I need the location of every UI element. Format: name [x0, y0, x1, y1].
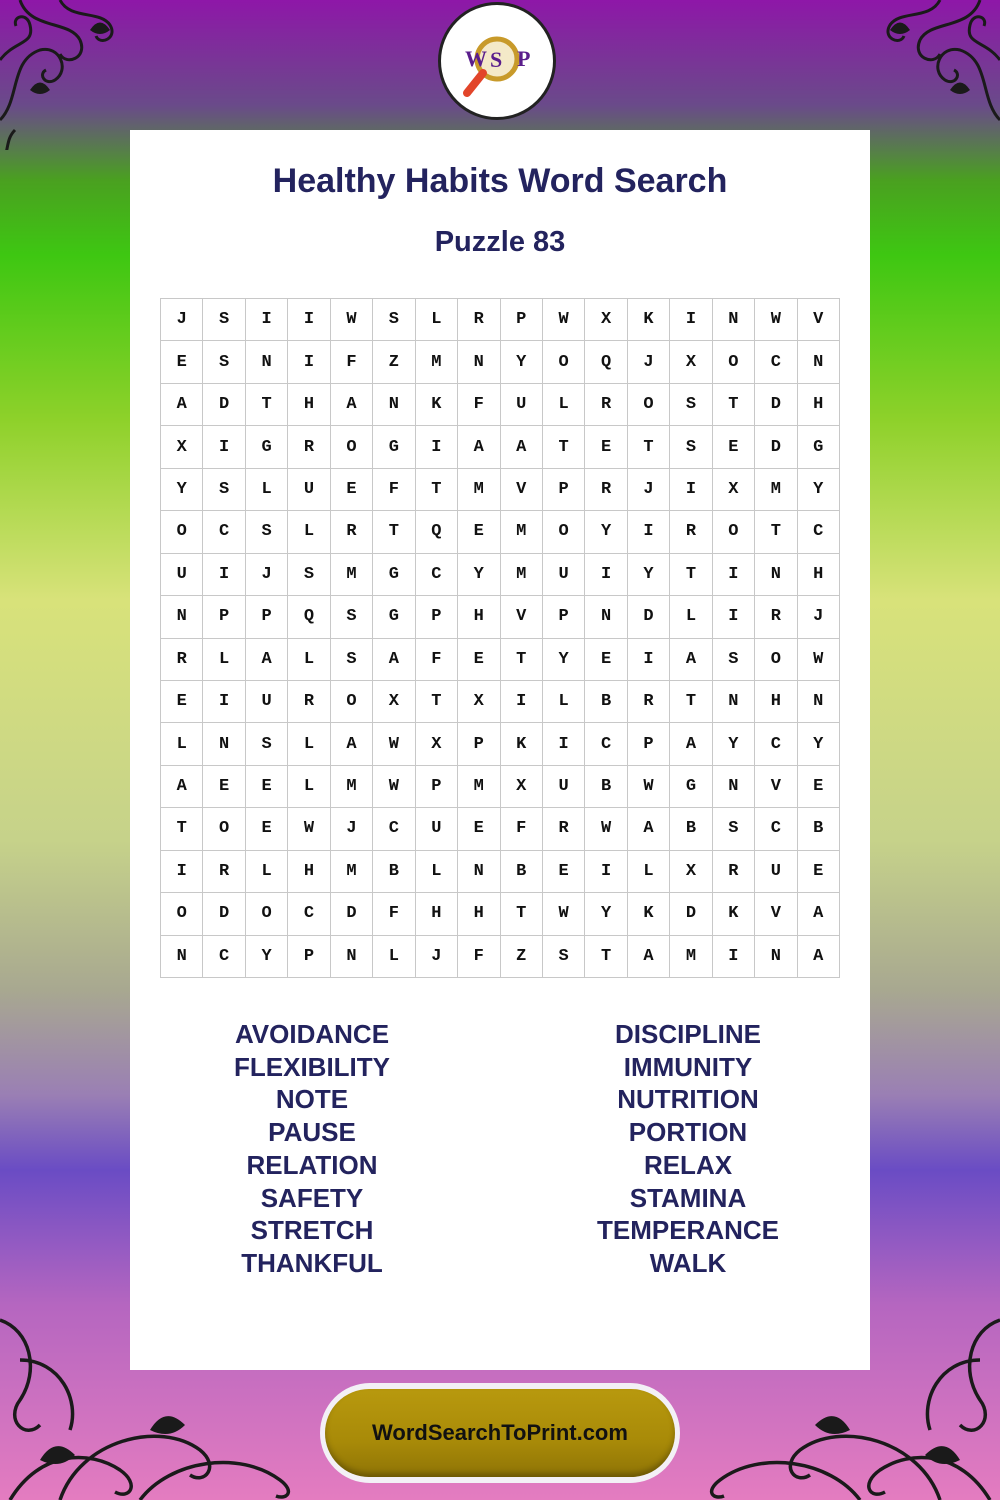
grid-cell: I [585, 851, 627, 893]
grid-cell: I [670, 299, 712, 341]
word-list-right [538, 1018, 838, 1280]
grid-cell: E [331, 469, 373, 511]
grid-cell: J [246, 554, 288, 596]
grid-cell: E [203, 766, 245, 808]
grid-cell: N [713, 681, 755, 723]
grid-cell: E [713, 426, 755, 468]
puzzle-number: Puzzle 83 [434, 226, 566, 258]
grid-cell: R [713, 851, 755, 893]
grid-cell: A [458, 426, 500, 468]
grid-cell: H [288, 384, 330, 426]
grid-cell: H [416, 893, 458, 935]
grid-cell: X [670, 341, 712, 383]
grid-cell: T [585, 936, 627, 978]
grid-cell: T [246, 384, 288, 426]
grid-cell: E [543, 851, 585, 893]
grid-cell: C [755, 341, 797, 383]
grid-cell: U [755, 851, 797, 893]
grid-cell: X [713, 469, 755, 511]
grid-cell: F [416, 639, 458, 681]
grid-cell: N [161, 596, 203, 638]
grid-cell: Z [501, 936, 543, 978]
word-list-item: SAFETY [260, 1182, 364, 1213]
word-list-item: STRETCH [250, 1215, 374, 1246]
word-list-item: RELATION [246, 1149, 378, 1180]
grid-cell: A [628, 808, 670, 850]
grid-cell: N [203, 723, 245, 765]
grid-cell: R [288, 681, 330, 723]
grid-cell: X [416, 723, 458, 765]
word-list-item: PAUSE [268, 1117, 356, 1148]
grid-cell: W [755, 299, 797, 341]
word-list-item: THANKFUL [241, 1247, 383, 1278]
site-logo[interactable] [438, 2, 556, 120]
grid-cell: R [585, 469, 627, 511]
grid-cell: S [203, 299, 245, 341]
grid-cell: T [543, 426, 585, 468]
grid-cell: A [628, 936, 670, 978]
grid-cell: U [543, 554, 585, 596]
grid-cell: M [501, 511, 543, 553]
grid-cell: L [543, 681, 585, 723]
grid-cell: A [670, 723, 712, 765]
grid-cell: A [501, 426, 543, 468]
grid-cell: L [543, 384, 585, 426]
magnifier-logo-icon [447, 11, 547, 111]
grid-cell: D [628, 596, 670, 638]
grid-cell: X [373, 681, 415, 723]
grid-cell: H [458, 596, 500, 638]
grid-cell: C [755, 808, 797, 850]
grid-cell: N [458, 341, 500, 383]
word-list-item: DISCIPLINE [615, 1019, 761, 1049]
grid-cell: V [755, 766, 797, 808]
grid-cell: Z [373, 341, 415, 383]
grid-cell: C [585, 723, 627, 765]
grid-cell: E [458, 808, 500, 850]
logo-letter-s: S [490, 47, 503, 72]
grid-cell: F [373, 469, 415, 511]
grid-cell: Q [288, 596, 330, 638]
grid-cell: W [331, 299, 373, 341]
grid-cell: J [416, 936, 458, 978]
grid-cell: I [161, 851, 203, 893]
grid-cell: O [161, 511, 203, 553]
grid-cell: N [755, 936, 797, 978]
grid-cell: I [628, 639, 670, 681]
grid-cell: T [501, 639, 543, 681]
grid-cell: B [585, 766, 627, 808]
grid-cell: M [458, 469, 500, 511]
grid-cell: X [670, 851, 712, 893]
grid-cell: H [458, 893, 500, 935]
grid-cell: L [161, 723, 203, 765]
grid-cell: B [373, 851, 415, 893]
grid-cell: G [670, 766, 712, 808]
grid-cell: V [501, 469, 543, 511]
grid-cell: C [416, 554, 458, 596]
grid-cell: V [798, 299, 840, 341]
grid-cell: N [713, 299, 755, 341]
grid-cell: C [203, 511, 245, 553]
grid-cell: T [713, 384, 755, 426]
grid-cell: W [543, 893, 585, 935]
grid-cell: Y [458, 554, 500, 596]
grid-cell: M [331, 766, 373, 808]
grid-cell: S [543, 936, 585, 978]
grid-cell: R [585, 384, 627, 426]
grid-cell: W [798, 639, 840, 681]
grid-cell: T [161, 808, 203, 850]
grid-cell: X [585, 299, 627, 341]
grid-cell: O [713, 511, 755, 553]
grid-cell: M [670, 936, 712, 978]
grid-cell: W [543, 299, 585, 341]
grid-cell: L [373, 936, 415, 978]
grid-cell: M [331, 851, 373, 893]
grid-cell: L [416, 299, 458, 341]
grid-cell: F [331, 341, 373, 383]
grid-cell: R [161, 639, 203, 681]
grid-cell: L [246, 851, 288, 893]
logo-letter-w: W [465, 46, 487, 71]
grid-cell: W [585, 808, 627, 850]
grid-cell: J [628, 469, 670, 511]
grid-cell: N [755, 554, 797, 596]
grid-cell: T [755, 511, 797, 553]
grid-cell: A [670, 639, 712, 681]
grid-cell: D [670, 893, 712, 935]
grid-cell: I [203, 681, 245, 723]
grid-cell: A [798, 893, 840, 935]
grid-cell: B [501, 851, 543, 893]
grid-cell: L [628, 851, 670, 893]
grid-cell: R [331, 511, 373, 553]
grid-cell: O [203, 808, 245, 850]
grid-cell: E [246, 766, 288, 808]
grid-cell: T [670, 681, 712, 723]
grid-cell: O [331, 426, 373, 468]
grid-cell: Y [585, 511, 627, 553]
logo-letter-p: P [517, 46, 531, 71]
grid-cell: I [203, 554, 245, 596]
grid-cell: C [798, 511, 840, 553]
grid-cell: Y [798, 723, 840, 765]
grid-cell: A [331, 384, 373, 426]
grid-cell: T [501, 893, 543, 935]
grid-cell: M [331, 554, 373, 596]
corner-ornament-top-right [850, 0, 1000, 150]
grid-cell: T [373, 511, 415, 553]
grid-cell: R [288, 426, 330, 468]
grid-cell: I [501, 681, 543, 723]
word-list-item: FLEXIBILITY [234, 1051, 390, 1082]
grid-cell: I [416, 426, 458, 468]
grid-cell: U [246, 681, 288, 723]
grid-cell: N [161, 936, 203, 978]
grid-cell: P [416, 596, 458, 638]
word-list-item: NOTE [275, 1084, 349, 1115]
grid-cell: L [246, 469, 288, 511]
grid-cell: N [798, 341, 840, 383]
word-list-item: AVOIDANCE [234, 1019, 390, 1049]
grid-cell: W [373, 723, 415, 765]
grid-cell: O [543, 341, 585, 383]
grid-cell: Y [501, 341, 543, 383]
grid-cell: E [161, 681, 203, 723]
website-button[interactable] [320, 1383, 680, 1483]
grid-cell: L [288, 766, 330, 808]
letter-grid [160, 298, 840, 978]
grid-cell: U [543, 766, 585, 808]
corner-ornament-top-left [0, 0, 150, 150]
grid-cell: K [416, 384, 458, 426]
grid-cell: X [501, 766, 543, 808]
grid-cell: E [798, 766, 840, 808]
grid-cell: L [288, 511, 330, 553]
word-list-item: RELAX [643, 1149, 733, 1180]
grid-cell: R [628, 681, 670, 723]
grid-cell: I [713, 596, 755, 638]
grid-cell: B [670, 808, 712, 850]
grid-cell: J [331, 808, 373, 850]
grid-cell: E [458, 511, 500, 553]
grid-cell: P [458, 723, 500, 765]
grid-cell: Y [798, 469, 840, 511]
grid-cell: N [373, 384, 415, 426]
grid-cell: S [670, 384, 712, 426]
grid-cell: F [373, 893, 415, 935]
grid-cell: F [458, 384, 500, 426]
grid-cell: G [373, 554, 415, 596]
grid-cell: O [246, 893, 288, 935]
grid-cell: T [416, 469, 458, 511]
word-list-item: STAMINA [629, 1182, 747, 1213]
grid-cell: P [288, 936, 330, 978]
grid-cell: X [458, 681, 500, 723]
grid-cell: W [288, 808, 330, 850]
grid-cell: O [713, 341, 755, 383]
grid-cell: S [331, 639, 373, 681]
grid-cell: I [628, 511, 670, 553]
grid-cell: T [628, 426, 670, 468]
grid-cell: A [161, 766, 203, 808]
grid-cell: R [458, 299, 500, 341]
grid-cell: N [585, 596, 627, 638]
grid-cell: K [501, 723, 543, 765]
grid-cell: H [798, 554, 840, 596]
grid-cell: M [416, 341, 458, 383]
grid-cell: T [670, 554, 712, 596]
grid-cell: F [501, 808, 543, 850]
grid-cell: S [331, 596, 373, 638]
grid-cell: N [331, 936, 373, 978]
grid-cell: A [246, 639, 288, 681]
grid-cell: Q [416, 511, 458, 553]
grid-cell: D [203, 893, 245, 935]
grid-cell: J [628, 341, 670, 383]
grid-cell: R [543, 808, 585, 850]
grid-cell: M [501, 554, 543, 596]
grid-cell: O [628, 384, 670, 426]
grid-cell: P [246, 596, 288, 638]
word-list-item: PORTION [628, 1117, 748, 1148]
word-list-item: WALK [649, 1247, 727, 1278]
grid-cell: P [416, 766, 458, 808]
word-list-left [162, 1018, 462, 1280]
grid-cell: N [713, 766, 755, 808]
grid-cell: L [203, 639, 245, 681]
grid-cell: S [246, 723, 288, 765]
grid-cell: B [585, 681, 627, 723]
grid-cell: S [713, 639, 755, 681]
grid-cell: I [288, 341, 330, 383]
grid-cell: P [543, 596, 585, 638]
grid-cell: O [161, 893, 203, 935]
grid-cell: E [585, 426, 627, 468]
grid-cell: U [161, 554, 203, 596]
grid-cell: S [713, 808, 755, 850]
grid-cell: A [161, 384, 203, 426]
grid-cell: B [798, 808, 840, 850]
grid-cell: N [246, 341, 288, 383]
grid-cell: S [246, 511, 288, 553]
grid-cell: A [798, 936, 840, 978]
grid-cell: F [458, 936, 500, 978]
grid-cell: S [203, 341, 245, 383]
grid-cell: I [585, 554, 627, 596]
grid-cell: V [755, 893, 797, 935]
grid-cell: E [798, 851, 840, 893]
grid-cell: D [331, 893, 373, 935]
word-list-item: NUTRITION [617, 1084, 759, 1115]
grid-cell: G [246, 426, 288, 468]
grid-cell: L [288, 639, 330, 681]
grid-cell: C [373, 808, 415, 850]
website-button-face [325, 1389, 675, 1477]
grid-cell: A [373, 639, 415, 681]
grid-cell: C [203, 936, 245, 978]
grid-cell: O [755, 639, 797, 681]
grid-cell: R [203, 851, 245, 893]
grid-cell: J [161, 299, 203, 341]
grid-cell: Q [585, 341, 627, 383]
grid-cell: Y [713, 723, 755, 765]
grid-cell: H [288, 851, 330, 893]
grid-cell: K [628, 893, 670, 935]
grid-cell: L [670, 596, 712, 638]
grid-cell: R [670, 511, 712, 553]
grid-cell: N [458, 851, 500, 893]
grid-cell: H [755, 681, 797, 723]
word-list-item: IMMUNITY [623, 1051, 753, 1082]
grid-cell: T [416, 681, 458, 723]
grid-cell: Y [585, 893, 627, 935]
grid-cell: I [246, 299, 288, 341]
puzzle-title: Healthy Habits Word Search [272, 162, 728, 200]
grid-cell: G [373, 426, 415, 468]
grid-cell: D [203, 384, 245, 426]
grid-cell: E [161, 341, 203, 383]
word-list-item: TEMPERANCE [596, 1215, 779, 1246]
grid-cell: W [628, 766, 670, 808]
grid-cell: E [246, 808, 288, 850]
grid-cell: D [755, 426, 797, 468]
grid-cell: R [755, 596, 797, 638]
grid-cell: G [798, 426, 840, 468]
grid-cell: I [203, 426, 245, 468]
grid-cell: S [373, 299, 415, 341]
grid-cell: P [203, 596, 245, 638]
grid-cell: L [288, 723, 330, 765]
grid-cell: P [501, 299, 543, 341]
grid-cell: Y [543, 639, 585, 681]
grid-cell: G [373, 596, 415, 638]
grid-cell: M [755, 469, 797, 511]
grid-cell: M [458, 766, 500, 808]
grid-cell: U [288, 469, 330, 511]
grid-cell: U [416, 808, 458, 850]
grid-cell: U [501, 384, 543, 426]
grid-cell: P [628, 723, 670, 765]
grid-cell: K [713, 893, 755, 935]
grid-cell: D [755, 384, 797, 426]
grid-cell: J [798, 596, 840, 638]
grid-cell: E [585, 639, 627, 681]
grid-cell: N [798, 681, 840, 723]
grid-cell: A [331, 723, 373, 765]
grid-cell: H [798, 384, 840, 426]
grid-cell: I [713, 554, 755, 596]
grid-cell: O [331, 681, 373, 723]
grid-cell: O [543, 511, 585, 553]
grid-cell: I [288, 299, 330, 341]
grid-cell: I [670, 469, 712, 511]
grid-cell: W [373, 766, 415, 808]
grid-cell: C [288, 893, 330, 935]
grid-cell: P [543, 469, 585, 511]
grid-cell: V [501, 596, 543, 638]
grid-cell: Y [628, 554, 670, 596]
grid-cell: E [458, 639, 500, 681]
grid-cell: C [755, 723, 797, 765]
grid-cell: I [543, 723, 585, 765]
grid-cell: S [203, 469, 245, 511]
grid-cell: I [713, 936, 755, 978]
grid-cell: Y [161, 469, 203, 511]
grid-cell: Y [246, 936, 288, 978]
grid-cell: X [161, 426, 203, 468]
website-link[interactable]: WordSearchToPrint.com [372, 1420, 628, 1445]
grid-cell: L [416, 851, 458, 893]
grid-cell: K [628, 299, 670, 341]
grid-cell: S [288, 554, 330, 596]
grid-cell: S [670, 426, 712, 468]
